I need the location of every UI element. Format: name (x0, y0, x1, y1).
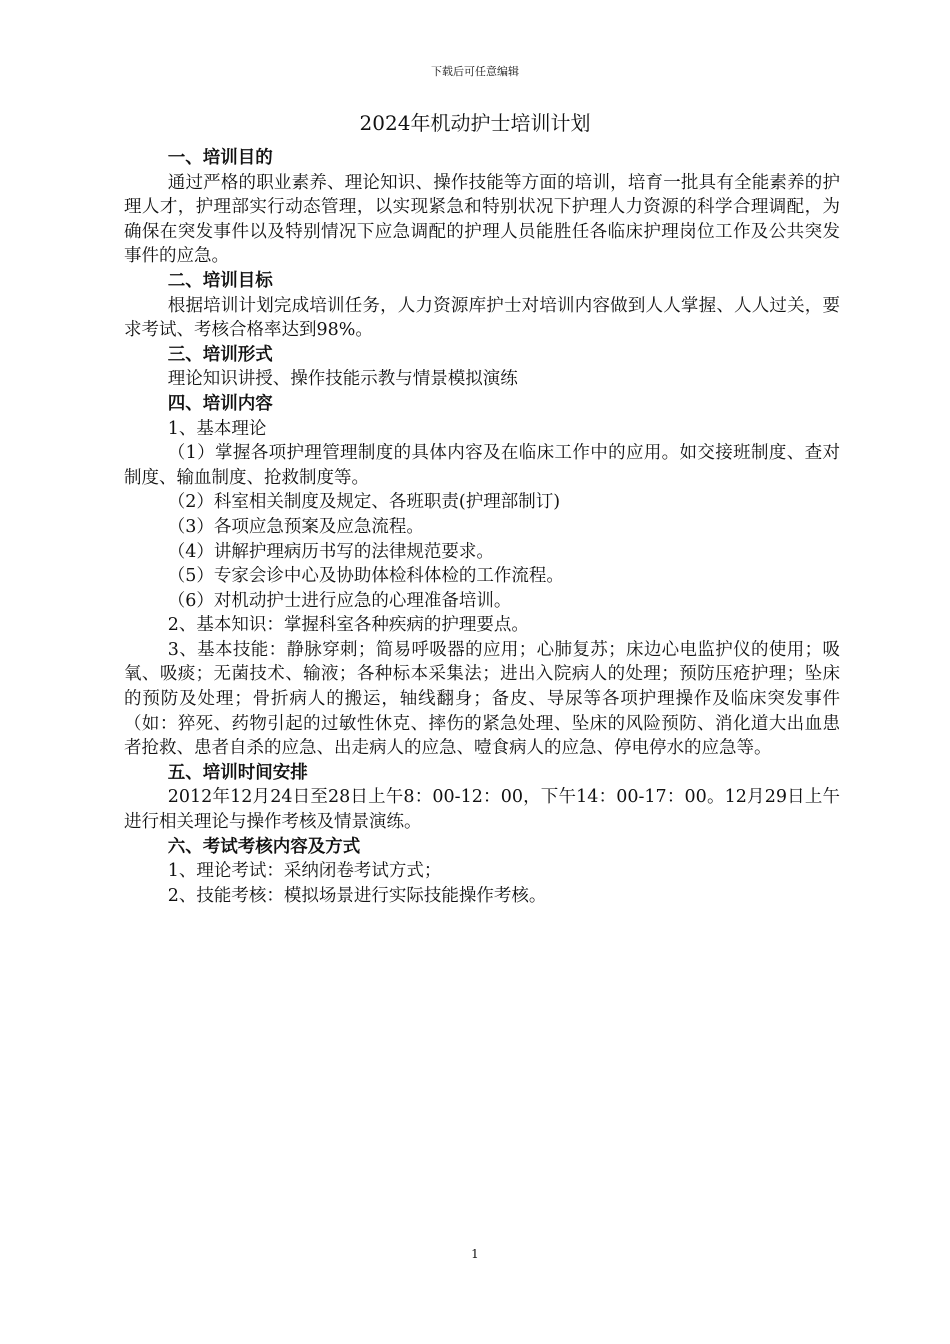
section-heading-assessment: 六、考试考核内容及方式 (167, 836, 361, 857)
list-item: （2）科室相关制度及规定、各班职责(护理部制订) (167, 492, 561, 513)
paragraph: 理论知识讲授、操作技能示教与情景模拟演练 (167, 369, 518, 390)
section-heading-content: 四、培训内容 (167, 393, 273, 414)
list-item: （1）掌握各项护理管理制度的具体内容及在临床工作中的应用。如交接班制度、查对制度、输血制度、抢救制度等。 (124, 443, 840, 488)
list-item: 2、技能考核：模拟场景进行实际技能操作考核。 (167, 885, 547, 906)
list-item: 2、基本知识：掌握科室各种疾病的护理要点。 (167, 615, 529, 636)
paragraph: 根据培训计划完成培训任务，人力资源库护士对培训内容做到人人掌握、人人过关，要求考试、考核合格率达到98%。 (124, 295, 840, 341)
section-heading-schedule: 五、培训时间安排 (167, 762, 308, 783)
list-item: 3、基本技能：静脉穿刺；简易呼吸器的应用；心肺复苏；床边心电监护仪的使用；吸氧、吸痰；无菌技术、输液；各种标本采集法；进出入院病人的处理；预防压疮护理；坠床的预防及处理；骨折病人的搬运，轴线翻身；备皮、导尿等各项护理操作及临床突发事件（如：猝死、药物引起的过敏性休克、摔伤的紧急处理、坠床的风险预防、消化道大出血患者抢救、患者自杀的应急、出走病人的应急、噎食病人的应急、停电停水的应急等。 (124, 639, 840, 759)
paragraph: 通过严格的职业素养、理论知识、操作技能等方面的培训，培育一批具有全能素养的护理人才，护理部实行动态管理，以实现紧急和特别状况下护理人力资源的科学合理调配，为确保在突发事件以及特别情况下应急调配的护理人员能胜任各临床护理岗位工作及公共突发事件的应急。 (124, 172, 840, 267)
list-item: （3）各项应急预案及应急流程。 (167, 516, 424, 537)
section-heading-purpose: 一、培训目的 (167, 148, 273, 168)
page-number: 1 (471, 1247, 479, 1261)
document-title: 2024年机动护士培训计划 (359, 111, 591, 135)
document-body (124, 146, 840, 908)
list-item: （5）专家会诊中心及协助体检科体检的工作流程。 (167, 566, 564, 587)
header-note: 下载后可任意编辑 (431, 65, 519, 78)
list-item: 1、基本理论 (167, 418, 267, 439)
list-item: （4）讲解护理病历书写的法律规范要求。 (167, 541, 494, 562)
list-item: 1、理论考试：采纳闭卷考试方式； (167, 861, 442, 882)
list-item: （6）对机动护士进行应急的心理准备培训。 (167, 590, 512, 611)
section-heading-goal: 二、培训目标 (167, 270, 273, 291)
paragraph: 2012年12月24日至28日上午8：00-12：00，下午14：00-17：00。12月29日上午进行相关理论与操作考核及情景演练。 (124, 787, 840, 833)
section-heading-format: 三、培训形式 (167, 344, 273, 365)
